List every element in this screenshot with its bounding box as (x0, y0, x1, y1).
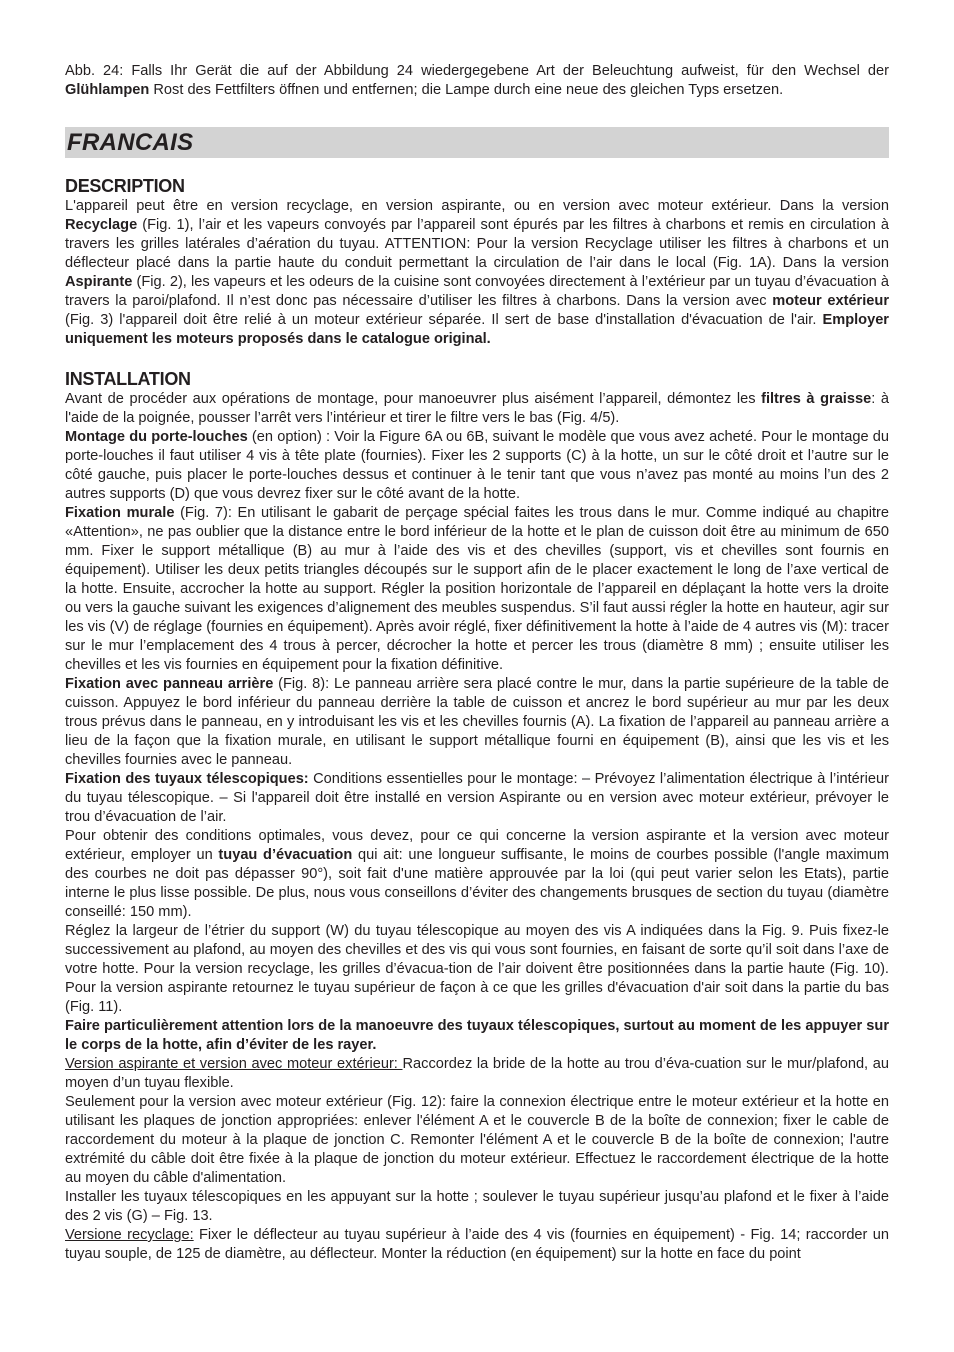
description-text-2: (Fig. 1), l’air et les vapeurs convoyés par l’appareil sont épurés par les filtres à charbons et remis en circulation à travers les grilles latérales d’aération du tuyau. ATTENTION: Pour la version Recyclage utiliser les filtres à charbons et un déflecteur placé dans la partie haute du conduit permettant la circulation de l’air dans le local (Fig. 1A). Dans la version (65, 217, 889, 271)
installation-paragraph-porte-louches (65, 428, 889, 504)
installation-p6-text-1: Pour obtenir des conditions optimales, vous devez, pour ce qui concerne la version aspirante et la version avec moteur extérieur, employer un (65, 828, 889, 863)
description-bold-moteur: moteur extérieur (772, 293, 890, 309)
description-text-1: L'appareil peut être en version recyclage, en version aspirante, ou en version avec moteur extérieur. Dans la version (65, 198, 889, 214)
description-text-4: (Fig. 3) l'appareil doit être relié à un moteur extérieur séparée. Il sert de base d'installation d'évacuation de l'air. (65, 312, 823, 328)
installation-p5-text: Conditions essentielles pour le montage: – Prévoyez l’alimentation électrique à l’intérieur du tuyau télescopique. – Si l'appareil doit être installé en version Aspirante ou en version avec moteur extérieur, prévoyer le trou d’évacuation de l’air. (65, 771, 889, 825)
installation-paragraph-version-aspirante (65, 1055, 889, 1093)
installation-paragraph-etrier (65, 922, 889, 1017)
installation-paragraph-moteur-exterieur (65, 1093, 889, 1188)
intro-text-2: Rost des Fettfilters öffnen und entfernen; die Lampe durch eine neue des gleichen Typs ersetzen. (149, 82, 784, 98)
installation-paragraph-filters (65, 390, 889, 428)
installation-p6-bold: tuyau d’évacuation (218, 847, 353, 863)
installation-p9-underline: Version aspirante et version avec moteur extérieur: (65, 1056, 403, 1072)
installation-p2-text: (en option) : Voir la Figure 6A ou 6B, suivant le modèle que vous avez acheté. Pour le montage du porte-louches il faut utiliser 4 vis à tête plate (fournies). Fixer les 2 supports (C) à la hotte, un sur le côté droit et l’autre sur le côté gauche, puis placer le porte-louches dessus et continuer à le tenir tant que vous n’avez pas monté au moins l’un des 2 autres supports (D) que vous devrez fixer sur le côté avant de la hotte. (65, 429, 890, 502)
installation-paragraph-tuyaux-telescopiques (65, 770, 889, 827)
installation-p10-text: Seulement pour la version avec moteur extérieur (Fig. 12): faire la connexion électrique entre le moteur extérieur et la hotte en utilisant les plaques de jonction appropriées: enlever l'élément A et le couvercle B de la boîte de connexion; fixer le cable de raccordement du moteur à la plaque de jonction C. Remonter l'élément A et le couvercle B de la boîte de connexion; l'autre extrémité du câble doit être fixée à la plaque de jonction du moteur extérieur. Effectuez le raccordement électrique de la hotte au moyen du câble d'alimentation. (65, 1094, 889, 1186)
installation-paragraph-installer-tuyaux (65, 1188, 889, 1226)
installation-p12-underline: Versione recyclage: (65, 1227, 194, 1243)
installation-p8-bold: Faire particulièrement attention lors de la manoeuvre des tuyaux télescopiques, surtout au moment de les appuyer sur le corps de la hotte, afin d’éviter de les rayer. (65, 1018, 889, 1053)
installation-heading: INSTALLATION (65, 369, 191, 389)
installation-paragraph-panneau-arriere (65, 675, 889, 770)
installation-p6-text-2: qui ait: une longueur suffisante, le moins de courbes possible (l'angle maximum des courbes ne doit pas dépasser 90°), soit fait d'une matière approuvée par la loi (qui peut varier selon les Etats), partie interne le plus lisse possible. De plus, nous vous conseillons d’éviter des changements brusques de section du tuyau (diamètre conseillé: 150 mm). (65, 847, 889, 920)
installation-p9-text: Raccordez la bride de la hotte au trou d’éva-cuation sur le mur/plafond, au moyen d’un tuyau flexible. (65, 1056, 889, 1091)
intro-bold-gluhlampen: Glühlampen (65, 82, 150, 98)
installation-p3-text: (Fig. 7): En utilisant le gabarit de perçage spécial faites les trous dans le mur. Comme indiqué au chapitre «Attention», ne pas oublier que la distance entre le bord inférieur de la hotte et le plan de cuisson doit être au minimum de 650 mm. Fixer le support métallique (B) au mur à l’aide des vis et des chevilles (support, vis et chevilles sont fournis en équipement). Utiliser les deux petits triangles découpés sur le support afin de le placer exactement le long de l’axe vertical de la hotte. Ensuite, accrocher la hotte au support. Régler la position horizontale de l’appareil en déplaçant la hotte vers la droite ou vers la gauche suivant les exigences d’alignement des meubles suspendus. S’il faut aussi régler la hotte en hauteur, agir sur les vis (V) de réglage (fournies en équipement). Après avoir réglé, fixer définitivement la hotte à l’aide de 4 autres vis (M): tracer sur le mur l’emplacement des 4 trous à percer, décrocher la hotte et percer les trous (diamètre 8 mm) ; ensuite utiliser les chevilles et les vis fournies en équipement pour la fixation définitive. (65, 505, 889, 673)
installation-p11-text: Installer les tuyaux télescopiques en les appuyant sur la hotte ; soulever le tuyau supérieur jusqu’au plafond et le fixer à l’aide des 2 vis (G) – Fig. 13. (65, 1189, 889, 1224)
installation-p2-bold: Montage du porte-louches (65, 429, 248, 445)
installation-paragraph-conditions-optimales (65, 827, 889, 922)
installation-p4-bold: Fixation avec panneau arrière (65, 676, 274, 692)
installation-p5-bold: Fixation des tuyaux télescopiques: (65, 771, 309, 787)
description-section (65, 175, 889, 349)
description-bold-recyclage: Recyclage (65, 217, 138, 233)
description-bold-aspirante: Aspirante (65, 274, 133, 290)
installation-p12-text: Fixer le déflecteur au tuyau supérieur à l’aide des 4 vis (fournies en équipement) - Fig. 14; raccorder un tuyau souple, de 125 de diamètre, au déflecteur. Monter la réduction (en équipement) sur la hotte en face du point (65, 1227, 889, 1262)
description-text-3: (Fig. 2), les vapeurs et les odeurs de la cuisine sont convoyées directement à l’extérieur par un tuyau d’évacuation à travers la paroi/plafond. Il n’est donc pas nécessaire d’utiliser les filtres à charbons. Dans la version avec (65, 274, 889, 309)
installation-section (65, 368, 889, 1264)
installation-p7-text: Réglez la largeur de l’étrier du support (W) du tuyau télescopique au moyen des vis A indiquées dans la Fig. 9. Puis fixez-le successivement au plafond, au moyen des chevilles et des vis qui vous sont fournies, en faisant de sorte qu’il soit dans l’axe de votre hotte. Pour la version recyclage, les grilles d’évacua-tion de l’air doivent être positionnées dans la partie haute (Fig. 10). Pour la version aspirante retournez le tuyau supérieur de façon à ce que les grilles d'évacuation d'air soit dans la partie du bas (Fig. 11). (65, 923, 889, 1015)
intro-paragraph (65, 62, 889, 100)
installation-p1-text-1: Avant de procéder aux opérations de montage, pour manoeuvrer plus aisément l’appareil, démontez les (65, 391, 762, 407)
description-heading: DESCRIPTION (65, 176, 185, 196)
installation-p4-text: (Fig. 8): Le panneau arrière sera placé contre le mur, dans la partie supérieure de la table de cuisson. Appuyez le bord inférieur du panneau derrière la table de cuisson et ancrez le bord supérieur au mur par les deux trous prévus dans le panneau, en y introduisant les vis et les chevilles fournis (A). La fixation de l’appareil au panneau arrière a lieu de la façon que la fixation murale, en utilisant le support métallique fourni en équipement (B), ainsi que les vis et les chevilles fournies avec le panneau. (65, 676, 890, 768)
intro-text-1: Abb. 24: Falls Ihr Gerät die auf der Abbildung 24 wiedergegebene Art der Beleuchtung aufweist, für den Wechsel der (65, 63, 889, 79)
installation-paragraph-warning (65, 1017, 889, 1055)
language-heading: FRANCAIS (67, 129, 194, 156)
description-bold-note: Employer uniquement les moteurs proposés dans le catalogue original. (65, 312, 889, 347)
installation-p1-bold: filtres à graisse (761, 391, 872, 407)
language-heading-bar (65, 127, 889, 158)
installation-p1-text-2: : à l'aide de la poignée, pousser l’arrêt vers l’intérieur et tirer le filtre vers le bas (Fig. 4/5). (65, 391, 889, 426)
installation-paragraph-version-recyclage (65, 1226, 889, 1264)
installation-paragraph-fixation-murale (65, 504, 889, 675)
installation-p3-bold: Fixation murale (65, 505, 175, 521)
description-paragraph (65, 197, 889, 349)
